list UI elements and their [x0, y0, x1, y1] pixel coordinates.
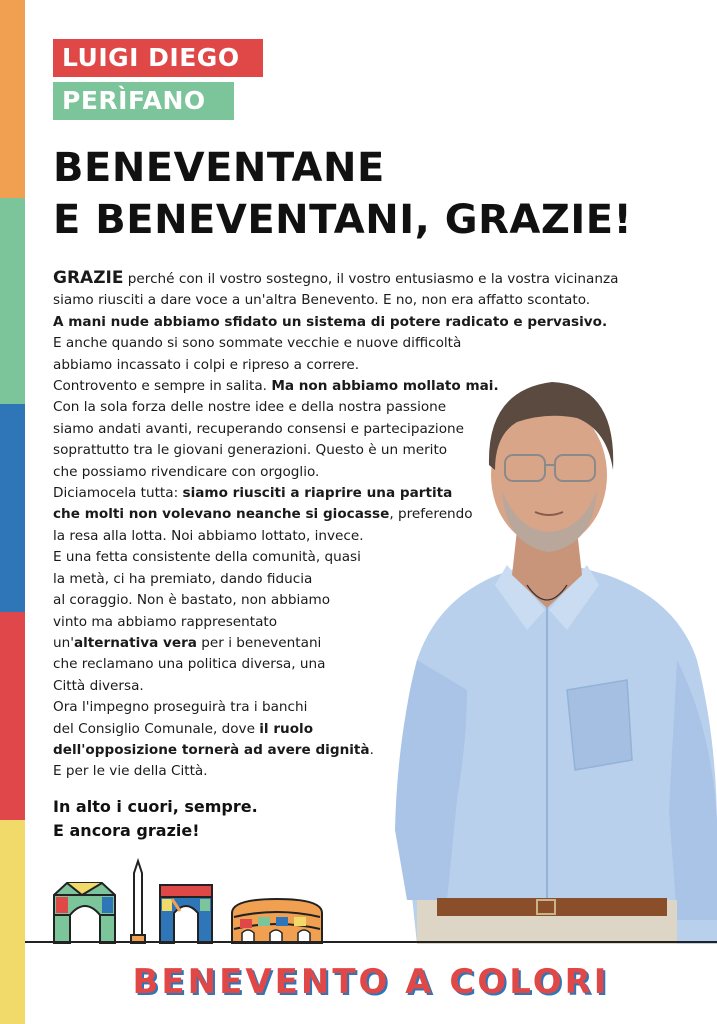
theatre-icon [232, 899, 322, 943]
color-stripe-orange [0, 0, 25, 198]
lead-word: GRAZIE [53, 268, 124, 288]
closing-lines [53, 795, 258, 843]
footer-slogan: BENEVENTO A COLORI [132, 962, 610, 1002]
color-stripe-red [0, 612, 25, 820]
message-body: GRAZIE perché con il vostro sostegno, il vostro entusiasmo e la vostra vicinanza siamo riusciti a dare voce a un'altra Benevento. E no, non era affatto scontato. A mani nude abbiamo sfidato un sistema di potere radicato e pervasivo. E anche quando si sono sommate vecchie e nuove difficoltà abbiamo incassato i colpi e ripreso a correre. Controvento e sempre in salita. Ma non abbiamo mollato mai. Con la sola forza delle nostre idee e della nostra passione siamo andati avanti, recuperando consensi e partecipazione soprattutto tra le giovani generazioni. Questo è un merito che possiamo rivendicare con orgoglio. Diciamocela tutta: siamo riusciti a riaprire una partita che molti non volevano neanche si giocasse, preferendo la resa alla lotta. Noi abbiamo lottato, invece. E una fetta consistente della comunità, quasi la metà, ci ha premiato, dando fiducia al coraggio. Non è bastato, non abbiamo vinto ma abbiamo rappresentato un'alternativa vera per i beneventani che reclamano una politica diversa, una Città diversa. Ora l'impegno proseguirà tra i banchi del Consiglio Comunale, dove il ruolo dell'opposizione tornerà ad avere dignità. E per le vie della Città. [53, 268, 619, 780]
colorful-skyline-icon [52, 855, 352, 945]
candidate-last-name: PERÌFANO [53, 82, 234, 120]
headline-line2: E BENEVENTANI, GRAZIE! [53, 197, 633, 243]
obelisk-icon [131, 861, 145, 943]
triumphal-arch-icon [160, 885, 212, 943]
candidate-first-name: LUIGI DIEGO [53, 39, 263, 77]
closing-line2: E ancora grazie! [53, 821, 200, 840]
color-stripe-blue [0, 404, 25, 612]
headline-line1: BENEVENTANE [53, 145, 385, 191]
closing-line1: In alto i cuori, sempre. [53, 797, 258, 816]
arch-gate-icon [54, 883, 115, 943]
headline [53, 142, 632, 246]
color-stripe-green [0, 198, 25, 404]
ground-line [25, 941, 717, 943]
